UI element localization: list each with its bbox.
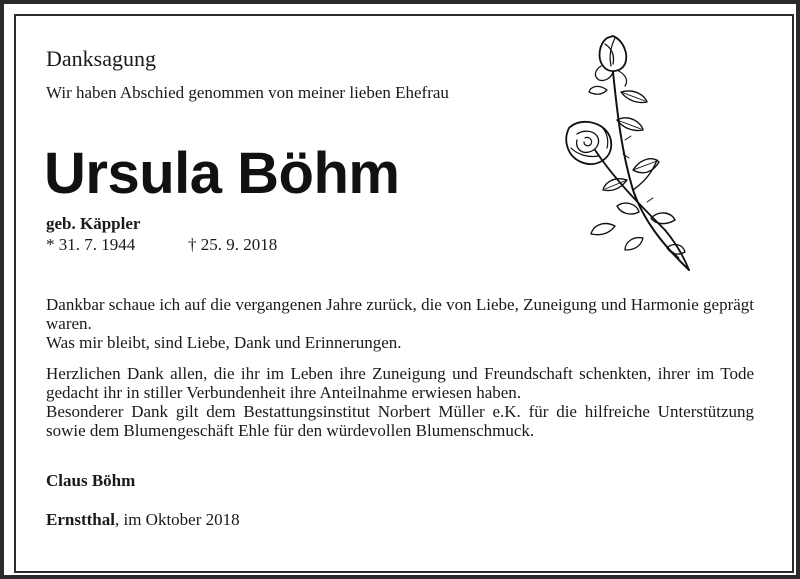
- place-name: Ernstthal: [46, 510, 115, 529]
- birth-date: * 31. 7. 1944: [46, 235, 136, 254]
- paragraph-gratitude-text: Dankbar schaue ich auf die vergangenen Jahre zurück, die von Liebe, Zuneigung und Harmonie geprägt waren.: [46, 295, 754, 333]
- death-date: † 25. 9. 2018: [188, 235, 278, 254]
- date-line: , im Oktober 2018: [114, 510, 240, 529]
- place-date-line: [46, 510, 240, 530]
- paragraph-gratitude: [46, 295, 754, 352]
- signature: Claus Böhm: [46, 471, 136, 490]
- paragraph-gratitude-text-2: Was mir bleibt, sind Liebe, Dank und Erinnerungen.: [46, 333, 402, 352]
- deceased-name: Ursula Böhm: [44, 141, 400, 206]
- rose-illustration: [555, 30, 705, 275]
- paragraph-thanks: [46, 364, 754, 440]
- notice-heading: Danksagung: [46, 46, 156, 71]
- paragraph-thanks-text-2: Besonderer Dank gilt dem Bestattungsinstitut Norbert Müller e.K. für die hilfreiche Unterstützung sowie dem Blumengeschäft Ehle für den würdevollen Blumenschmuck.: [46, 402, 754, 440]
- birth-name: geb. Käppler: [46, 214, 141, 233]
- intro-line: Wir haben Abschied genommen von meiner lieben Ehefrau: [46, 83, 449, 102]
- paragraph-thanks-text: Herzlichen Dank allen, die ihr im Leben ihre Zuneigung und Freundschaft schenkten, ihrer im Tode gedacht ihr in stiller Verbundenheit ihre Anteilnahme erwiesen haben.: [46, 364, 754, 402]
